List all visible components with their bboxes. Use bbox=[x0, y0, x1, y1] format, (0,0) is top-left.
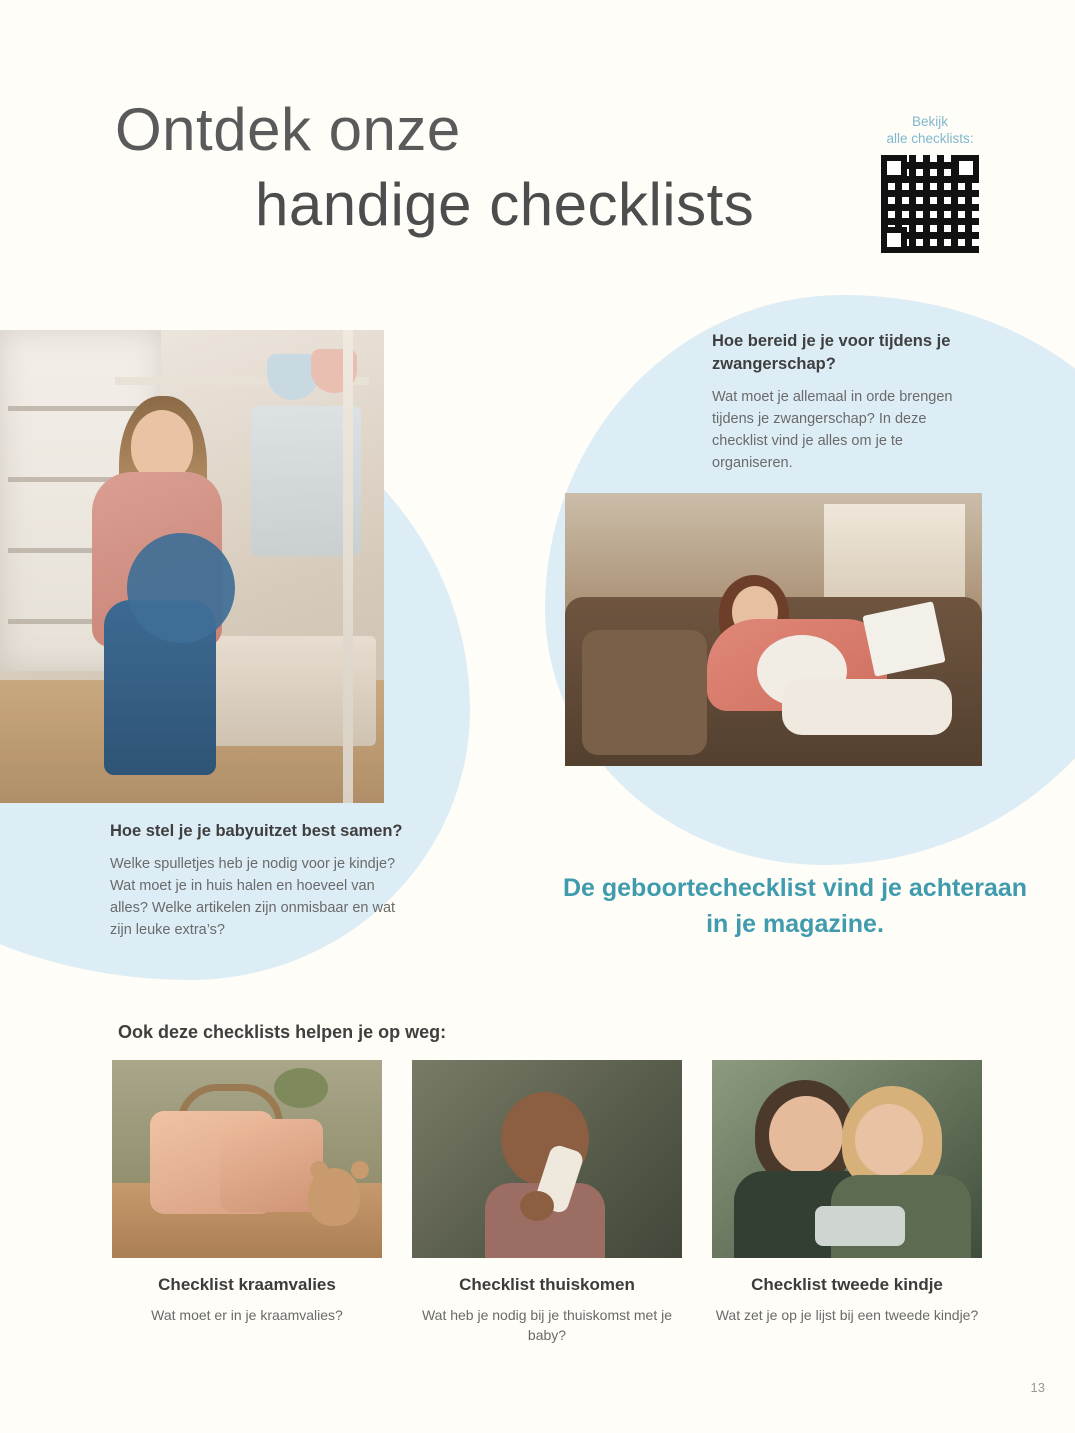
room-window bbox=[824, 504, 966, 608]
checklist-card-description: Wat moet er in je kraamvalies? bbox=[151, 1307, 343, 1323]
checklist-card[interactable] bbox=[712, 1060, 982, 1345]
babyuitzet-checklist-body: Welke spulletjes heb je nodig voor je kindje? Wat moet je in huis halen en hoeveel van alles? Welke artikelen zijn onmisbaar en wat zijn leuke extra’s? bbox=[110, 856, 396, 938]
store-shelf bbox=[8, 406, 146, 411]
checklist-card[interactable] bbox=[112, 1060, 382, 1345]
pregnant-woman-on-couch-photo bbox=[565, 493, 982, 766]
pregnancy-checklist-heading: Hoe bereid je je voor tijdens je zwangerschap? bbox=[712, 332, 951, 373]
checklist-card[interactable] bbox=[412, 1060, 682, 1345]
checklist-card-title: Checklist kraamvalies bbox=[158, 1275, 336, 1294]
baby-hand bbox=[520, 1191, 554, 1221]
page-title-line-2: handige checklists bbox=[255, 171, 755, 238]
pregnancy-checklist-text bbox=[712, 330, 982, 474]
checklist-card-title: Checklist thuiskomen bbox=[459, 1275, 635, 1294]
babyuitzet-checklist-heading: Hoe stel je je babyuitzet best samen? bbox=[110, 822, 403, 840]
page-title-line-1: Ontdek onze bbox=[115, 96, 461, 163]
qr-block[interactable] bbox=[870, 113, 990, 253]
bag-second bbox=[220, 1119, 323, 1212]
page-number: 13 bbox=[1030, 1380, 1045, 1395]
pregnancy-checklist-body: Wat moet je allemaal in orde brengen tijdens je zwangerschap? In deze checklist vind je alles om je te organiseren. bbox=[712, 389, 953, 471]
person-dungarees-belly bbox=[127, 533, 235, 643]
qr-finder-bottom-left bbox=[881, 227, 907, 253]
sink bbox=[815, 1206, 905, 1246]
teddy-bear bbox=[308, 1168, 360, 1226]
baby-with-bottle-photo bbox=[412, 1060, 682, 1258]
couch-cushion bbox=[582, 630, 707, 756]
checklist-card-list bbox=[112, 1060, 982, 1345]
qr-caption-line-1: Bekijk bbox=[911, 114, 948, 129]
geboortechecklist-statement: De geboortechecklist vind je achteraan in je magazine. bbox=[562, 874, 1028, 938]
teddy-ear bbox=[351, 1161, 369, 1179]
checklist-card-description: Wat heb je nodig bij je thuiskomst met je baby? bbox=[421, 1307, 673, 1343]
qr-code-icon[interactable] bbox=[881, 155, 979, 253]
mother-and-child-photo bbox=[712, 1060, 982, 1258]
store-rack-post bbox=[343, 330, 353, 803]
checklist-card-title: Checklist tweede kindje bbox=[751, 1275, 943, 1294]
person-legs bbox=[782, 679, 952, 735]
child-head bbox=[855, 1104, 923, 1176]
plant bbox=[274, 1068, 328, 1108]
bottom-section-heading: Ook deze checklists helpen je op weg: bbox=[118, 1022, 447, 1042]
babyuitzet-checklist-text bbox=[110, 820, 410, 941]
qr-caption-line-2: alle checklists: bbox=[886, 131, 974, 146]
kraamvalies-bag-photo bbox=[112, 1060, 382, 1258]
pregnant-woman-shopping-photo bbox=[0, 330, 384, 803]
qr-caption bbox=[870, 113, 990, 147]
checklist-card-description: Wat zet je op je lijst bij een tweede kindje? bbox=[715, 1307, 979, 1323]
mother-head bbox=[769, 1096, 843, 1174]
